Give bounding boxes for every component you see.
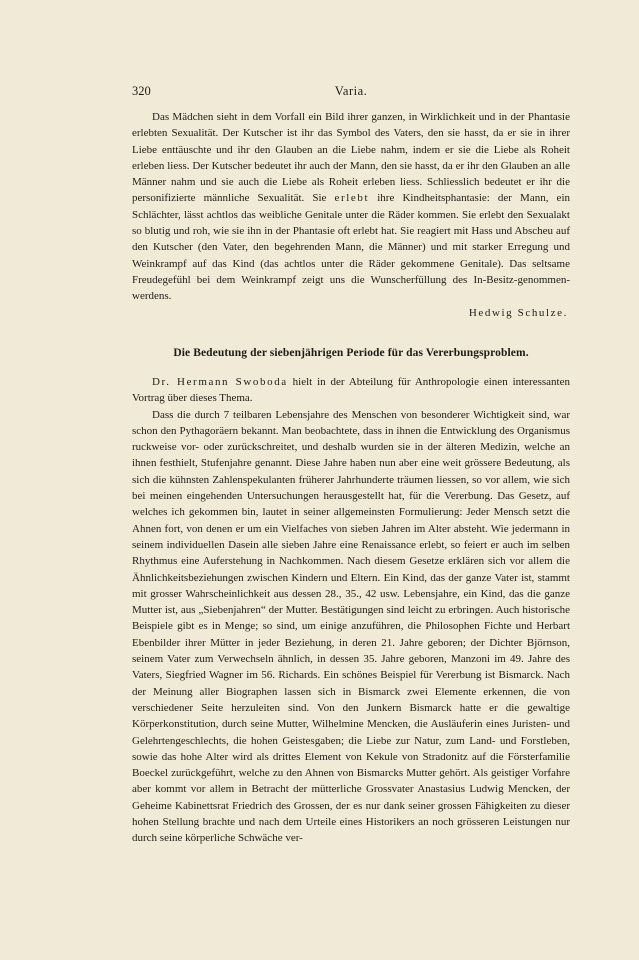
article-2-heading-block [132, 345, 570, 361]
page-number: 320 [132, 84, 151, 98]
article-2-body: Dass die durch 7 teilbaren Lebensjahre des Menschen von besonderer Wichtigkeit sind, war schon den Pythagoräern bekannt. Man beobachtete, dass in ihnen die Entwicklung des Organismus ruckweise vor- oder zurückschreitet, und deshalb wurden sie in der älteren Medizin, welche an ihnen festhielt, Stufenjahre genannt. Diese Jahre haben nun aber eine weit grössere Bedeutung, als sich die kühnsten Zahlenspekulanten früherer Jahrhunderte träumen liessen, so vor allem, wie sich bei meinen eingehenden Untersuchungen herausgestellt hat, für die Vererbung. Das Gesetz, auf welches ich gekommen bin, lautet in seiner allgemeinsten Formulierung: Jeder Mensch setzt die Ahnen fort, von denen er um ein Vielfaches von sieben Jahren im Alter absteht. Wie jedermann in seinem individuellen Dasein alle sieben Jahre eine Renaissance erlebt, so feiert er auch im selben Rhythmus eine Auferstehung in Nachkommen. Nach diesem Gesetze erklären sich vor allem die Ähnlichkeitsbeziehungen zwischen Kindern und Eltern. Ein Kind, das der ganze Vater ist, stammt mit grosser Wahrscheinlichkeit aus dessen 28., 35., 42 usw. Lebensjahre, ein Kind, das die ganze Mutter ist, aus „Siebenjahren“ der Mutter. Bestätigungen sind leicht zu erbringen. Auch historische Beispiele gibt es in Menge; so sind, um einige anzuführen, die Philosophen Fichte und Herbart Ebenbilder ihrer Mütter in jeder Beziehung, in deren 21. Jahre geboren; der Dichter Björnson, seinem Vater zum Verwechseln ähnlich, in dessen 35. Jahre geboren, Manzoni im 49. Jahre des Vaters, Siegfried Wagner im 56. Richards. Ein schönes Beispiel für Vererbung ist Bismarck. Nach der Meinung aller Biographen lassen sich in Bismarck zwei Elemente erkennen, die von verschiedener Seite herzuleiten sind. Von den Junkern Bismarck hatte er die gewaltige Körperkonstitution, durch seine Mutter, Wilhelmine Mencken, die Ausläuferin eines Juristen- und Gelehrtengeschlechts, die hohen Geistesgaben; die Liebe zur Natur, zum Land- und Forstleben, sowie das hohe Alter wird als drittes Element von Kekule von Stradonitz auf die Försterfamilie Boeckel zurückgeführt, welche zu den Ahnen von Bismarcks Mutter gehört. Als geistiger Vorfahre aber kommt vor allem in Betracht der mütterliche Grossvater Anastasius Ludwig Mencken, der Geheime Kabinettsrat Friedrich des Grossen, der es nur dank seiner grossen Fähigkeiten zu dieser hohen Stellung brachte und nach dem Urteile eines Historikers an noch grösseren Leistungen nur durch seine körperliche Schwäche ver- [132, 408, 570, 845]
spaced-word: erlebt [334, 192, 370, 205]
page-header [132, 84, 570, 98]
article-title: Die Bedeutung der siebenjährigen Periode für das Vererbungsproblem. [173, 347, 529, 359]
running-title: Varia. [334, 84, 368, 98]
speaker-name: Dr. Hermann Swoboda [152, 376, 288, 388]
author-signature: Hedwig Schulze. [468, 306, 568, 319]
article-1 [132, 109, 570, 321]
article-1-paragraph: Das Mädchen sieht in dem Vorfall ein Bild ihrer ganzen, in Wirklichkeit und in der Phantasie erlebten Sexualität. Der Kutscher ist ihr das Symbol des Vaters, den sie hasst, da er sie in ihrer Liebe enttäuschte und ihr den Glauben an die Liebe nahm, indem er sie die Liebe als Roheit erleben liess. Der Kutscher bedeutet ihr auch der Mann, den sie hasst, da er ihr den Glauben an alle Männer nahm und sie auch die Liebe als Roheit erleben liess. Schliesslich bedeutet er ihr die personifizierte männliche Sexualität. Sie erlebt ihre Kindheitsphantasie: der Mann, ein Schlächter, lässt achtlos das weibliche Genitale unter die Räder kommen. Sie erlebt den Sexualakt so blutig und roh, wie sie ihn in der Phantasie oft erlebt hat. Sie reagiert mit Hass und Abscheu auf den Kutscher (den Vater, den begehrenden Mann, die Männer) und mit starker Erregung und Weinkrampf auf das Kind (das achtlos unter die Räder gekommene Genitale). Das seltsame Freudegefühl bei dem Weinkrampf zeigt uns die Wunscherfüllung des In-Besitz-genommen-werdens. [132, 111, 570, 303]
article-2 [132, 374, 570, 847]
article-2-intro: Dr. Hermann Swoboda hielt in der Abteilung für Anthropologie einen interessanten Vortrag über dieses Thema. [132, 376, 570, 405]
